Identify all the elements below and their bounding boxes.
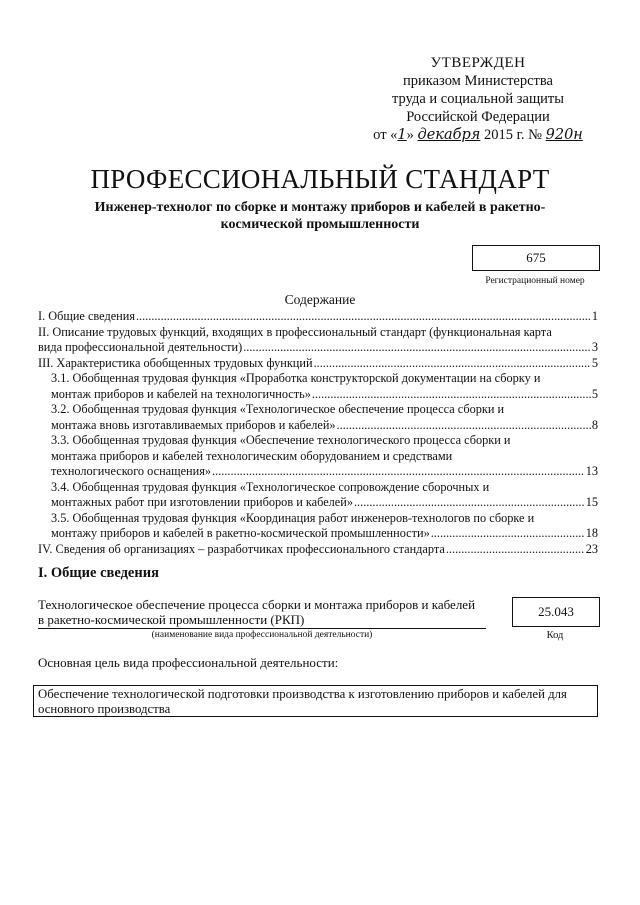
order-number: 920н: [545, 127, 583, 143]
toc-item-line[interactable]: II. Описание трудовых функций, входящих в профессиональный стандарт (функциональная карта: [38, 324, 552, 339]
registration-label: Регистрационный номер: [485, 276, 585, 286]
toc-item-line[interactable]: 3.4. Обобщенная трудовая функция «Технологическое сопровождение сборочных и: [51, 479, 490, 494]
goal-label: Основная цель вида профессиональной деятельности:: [38, 655, 339, 670]
date-day: 1: [397, 127, 407, 143]
page-subtitle: Инженер-технолог по сборке и монтажу приборов и кабелей в ракетно-космической промышленности: [94, 200, 546, 232]
page-title: ПРОФЕССИОНАЛЬНЫЙ СТАНДАРТ: [90, 164, 550, 194]
approval-date-line: [370, 126, 586, 144]
activity-code-box: 25.043: [512, 597, 600, 627]
toc-item[interactable]: технологического оснащения» ..... 13: [38, 464, 598, 480]
date-month: декабря: [417, 127, 481, 143]
activity-kind-caption: (наименование вида профессиональной деятельности): [151, 630, 373, 640]
date-mid: »: [406, 127, 414, 143]
goal-box: Обеспечение технологической подготовки производства к изготовлению приборов и кабелей для основного производства: [33, 685, 598, 717]
table-of-contents: [38, 309, 598, 557]
toc-item[interactable]: вида профессиональной деятельности) ..... 3: [38, 340, 598, 356]
toc-item-line[interactable]: 3.2. Обобщенная трудовая функция «Технологическое обеспечение процесса сборки и: [51, 402, 505, 416]
approval-line-3: Российской Федерации: [406, 109, 550, 125]
approval-line-1: приказом Министерства: [403, 73, 553, 89]
section-title: I. Общие сведения: [38, 565, 159, 581]
toc-item[interactable]: I. Общие сведения ..... 1: [38, 309, 598, 325]
toc-item-line[interactable]: 3.3. Обобщенная трудовая функция «Обеспечение технологического процесса сборки и: [51, 433, 511, 447]
date-year: 2015 г. №: [483, 127, 542, 143]
toc-item-line[interactable]: 3.5. Обобщенная трудовая функция «Координация работ инженеров-технологов по сборке и: [51, 510, 535, 525]
activity-code-label: Код: [546, 630, 564, 641]
approval-line-2: труда и социальной защиты: [392, 91, 564, 107]
toc-item[interactable]: III. Характеристика обобщенных трудовых функций ..... 5: [38, 356, 598, 372]
activity-kind-name: Технологическое обеспечение процесса сборки и монтажа приборов и кабелей в ракетно-космической промышленности (РКП): [38, 597, 476, 627]
toc-item[interactable]: монтажа вновь изготавливаемых приборов и кабелей» ..... 8: [38, 418, 598, 434]
activity-kind-underline: [38, 628, 486, 629]
contents-title: Содержание: [284, 292, 356, 307]
registration-number-box: 675: [472, 245, 600, 271]
toc-item[interactable]: монтажу приборов и кабелей в ракетно-космической промышленности» ..... 18: [38, 526, 598, 542]
toc-item-line[interactable]: 3.1. Обобщенная трудовая функция «Проработка конструкторской документации на сборку и: [51, 371, 541, 385]
date-prefix: от «: [373, 127, 398, 143]
toc-item-line[interactable]: монтажа приборов и кабелей технологическим оборудованием и средствами: [51, 448, 453, 463]
toc-item[interactable]: монтаж приборов и кабелей на технологичность» ..... 5: [38, 387, 598, 403]
toc-item[interactable]: монтажных работ при изготовлении приборов и кабелей» ..... 15: [38, 495, 598, 511]
toc-item[interactable]: IV. Сведения об организациях – разработчиках профессионального стандарта ..... 23: [38, 542, 598, 558]
approval-block: [370, 54, 586, 144]
approval-heading: УТВЕРЖДЕН: [430, 55, 526, 71]
